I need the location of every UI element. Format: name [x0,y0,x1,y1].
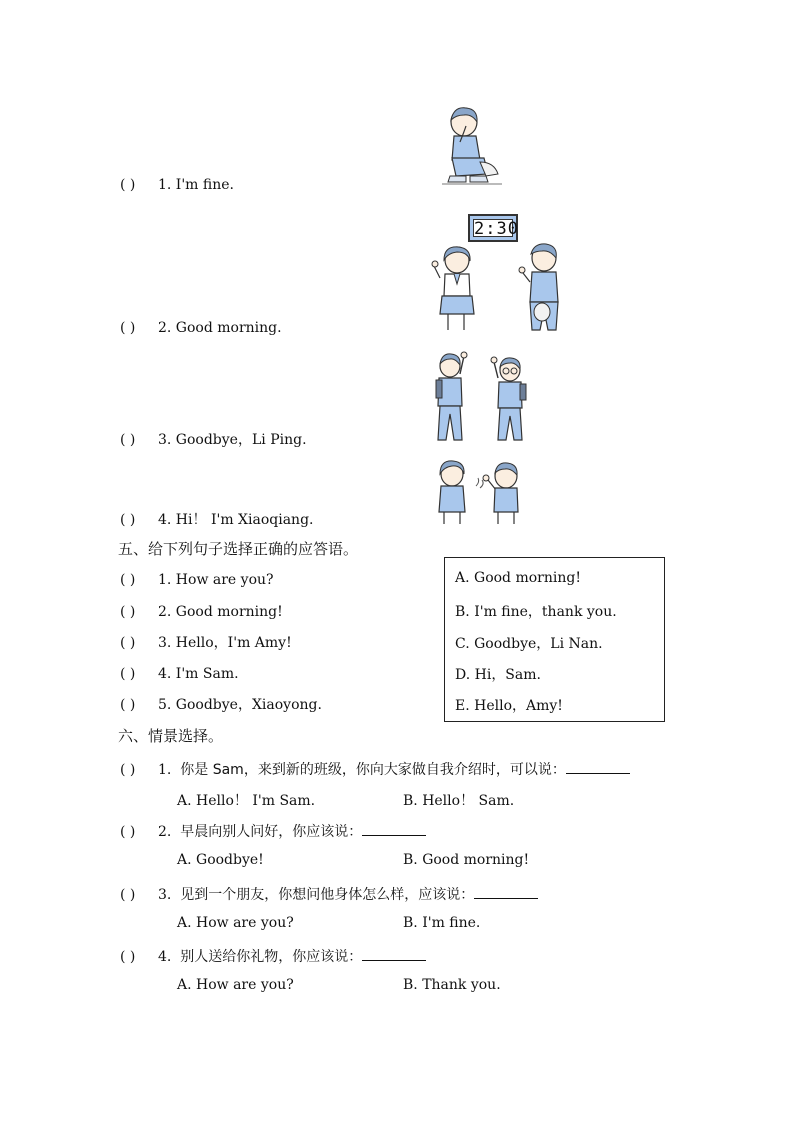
option-e: E. Hello，Amy! [455,698,563,714]
part6-question-2 [120,821,426,841]
question-number: 1. [158,762,172,778]
part4-item-1 [120,176,234,194]
answer-paren[interactable]: ( ) [120,949,136,965]
boy-thinking-illustration [436,102,506,186]
answer-options-box [444,557,665,722]
answer-paren[interactable]: ( ) [120,512,136,528]
choice-b[interactable]: B. Hello！ Sam. [403,793,515,809]
girl-boy-greeting-illustration [432,456,528,526]
part5-item-1 [120,571,274,589]
part6-question-3 [120,884,538,904]
answer-paren[interactable]: ( ) [120,572,136,588]
part4-item-2 [120,319,282,337]
item-text: 1. How are you? [158,572,274,588]
question-text: 早晨向别人问好，你应该说： [180,824,363,840]
choice-b[interactable]: B. I'm fine. [403,915,481,931]
part4-item-3 [120,431,307,449]
item-text: 4. Hi！ I'm Xiaoqiang. [158,512,314,528]
part5-item-3 [120,634,292,652]
girl-waving-illustration [430,244,480,334]
answer-blank[interactable] [566,759,630,774]
answer-blank[interactable] [474,884,538,899]
question-text: 见到一个朋友，你想问他身体怎么样，应该说： [180,887,475,903]
option-d: D. Hi，Sam. [455,667,541,683]
choice-b[interactable]: B. Thank you. [403,977,501,993]
option-a: A. Good morning! [455,570,581,586]
option-c: C. Goodbye，Li Nan. [455,636,603,652]
question-number: 2. [158,824,172,840]
part5-item-4 [120,665,239,683]
answer-paren[interactable]: ( ) [120,320,136,336]
item-text: 5. Goodbye，Xiaoyong. [158,697,322,713]
boy-waving-illustration [516,240,566,334]
answer-paren[interactable]: ( ) [120,635,136,651]
item-text: 4. I'm Sam. [158,666,239,682]
option-b: B. I'm fine，thank you. [455,604,617,620]
answer-blank[interactable] [362,946,426,961]
answer-paren[interactable]: ( ) [120,666,136,682]
part5-heading: 五、给下列句子选择正确的应答语。 [118,540,359,558]
answer-paren[interactable]: ( ) [120,762,136,778]
part6-question-1 [120,759,630,779]
digital-clock [468,214,518,242]
choice-b[interactable]: B. Good morning! [403,852,530,868]
part5-item-5 [120,696,322,714]
choice-a[interactable]: A. Hello！ I'm Sam. [177,793,316,809]
item-text: 2. Good morning. [158,320,282,336]
choice-a[interactable]: A. How are you? [177,915,294,931]
part5-item-2 [120,603,283,621]
question-text: 你是 Sam，来到新的班级，你向大家做自我介绍时，可以说： [180,762,566,778]
choice-a[interactable]: A. Goodbye! [177,852,264,868]
boys-waving-illustration [432,350,540,444]
item-text: 1. I'm fine. [158,177,235,193]
part6-question-4 [120,946,426,966]
answer-paren[interactable]: ( ) [120,824,136,840]
answer-paren[interactable]: ( ) [120,604,136,620]
question-number: 4. [158,949,172,965]
question-number: 3. [158,887,172,903]
answer-paren[interactable]: ( ) [120,177,136,193]
answer-paren[interactable]: ( ) [120,432,136,448]
item-text: 3. Goodbye，Li Ping. [158,432,307,448]
answer-paren[interactable]: ( ) [120,887,136,903]
part6-heading: 六、情景选择。 [118,727,224,745]
question-text: 别人送给你礼物，你应该说： [180,949,363,965]
item-text: 3. Hello，I'm Amy! [158,635,292,651]
answer-blank[interactable] [362,821,426,836]
answer-paren[interactable]: ( ) [120,697,136,713]
item-text: 2. Good morning! [158,604,283,620]
clock-time: 2:30 [474,219,519,239]
part4-item-4 [120,511,313,529]
choice-a[interactable]: A. How are you? [177,977,294,993]
